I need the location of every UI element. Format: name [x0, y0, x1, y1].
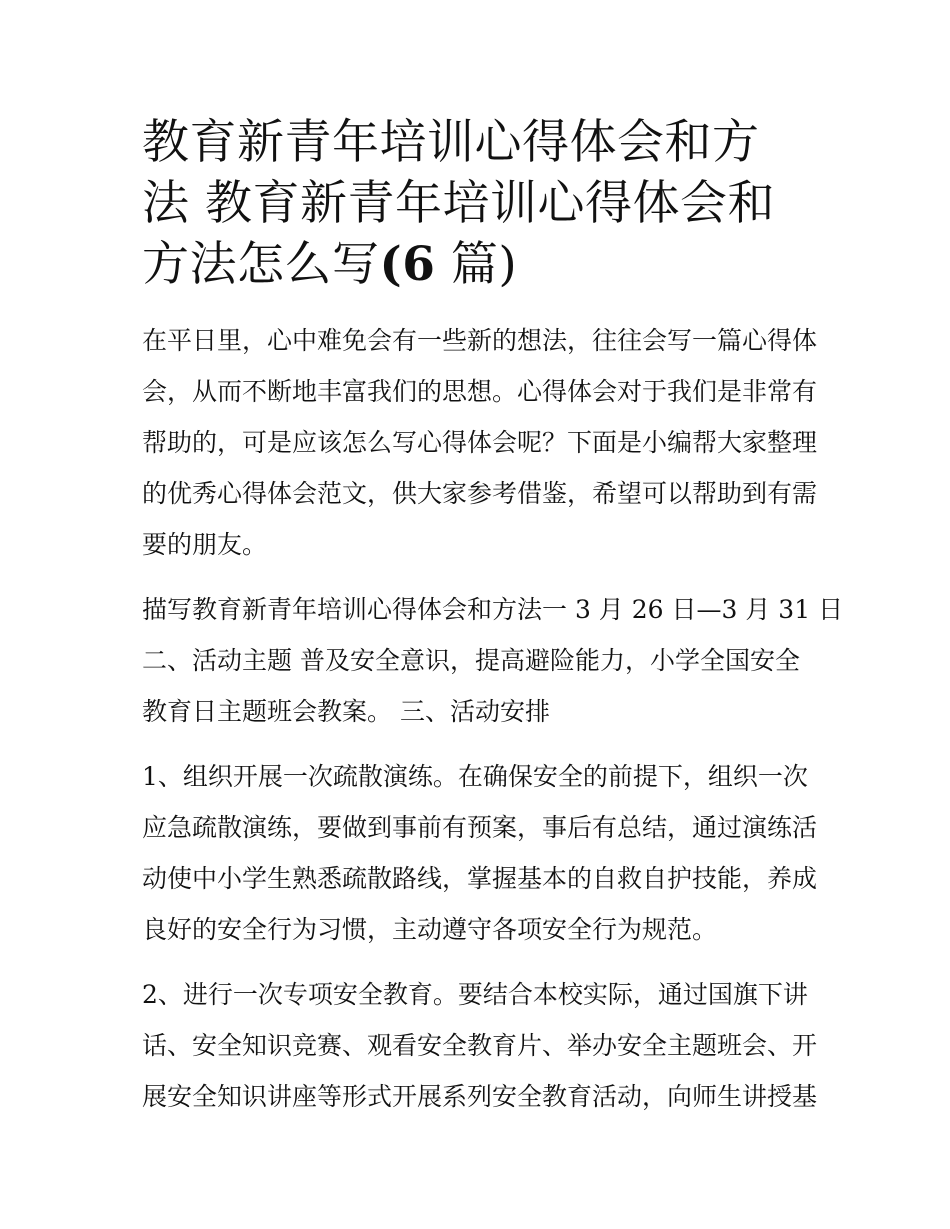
item-1-line: 良好的安全行为习惯，主动遵守各项安全行为规范。 — [142, 915, 718, 945]
intro-paragraph — [142, 315, 822, 570]
intro-line: 的优秀心得体会范文，供大家参考借鉴，希望可以帮助到有需 — [142, 479, 818, 509]
intro-line: 要的朋友。 — [142, 530, 268, 560]
item-1-paragraph — [142, 751, 822, 955]
item-1-line: 动使中小学生熟悉疏散路线，掌握基本的自救自护技能，养成 — [142, 864, 818, 894]
title-line-3 — [142, 234, 822, 295]
item-2-line: 2、进行一次专项安全教育。要结合本校实际，通过国旗下讲 — [142, 980, 808, 1010]
document-page — [142, 112, 844, 1122]
item-2-line: 展安全知识讲座等形式开展系列安全教育活动，向师生讲授基 — [142, 1082, 818, 1112]
title-line-3-text: 方法怎么写 — [142, 237, 380, 293]
section-1-paragraph — [142, 584, 844, 737]
intro-line: 会，从而不断地丰富我们的思想。心得体会对于我们是非常有 — [142, 377, 818, 407]
title-article-count: (6 — [379, 237, 436, 293]
item-2-line: 话、安全知识竞赛、观看安全教育片、举办安全主题班会、开 — [142, 1031, 818, 1061]
title-line-2: 法 教育新青年培训心得体会和 — [142, 176, 775, 232]
item-1-line: 1、组织开展一次疏散演练。在确保安全的前提下，组织一次 — [142, 762, 808, 792]
item-2-paragraph — [142, 969, 822, 1122]
document-title — [142, 112, 822, 295]
title-line-3-end: 篇) — [450, 237, 518, 293]
intro-line: 帮助的，可是应该怎么写心得体会呢？下面是小编帮大家整理 — [142, 428, 818, 458]
section-1-line: 描写教育新青年培训心得体会和方法一 3 月 26 日—3 月 31 日 — [142, 595, 844, 625]
title-line-1: 教育新青年培训心得体会和方 — [142, 115, 760, 170]
intro-line: 在平日里，心中难免会有一些新的想法，往往会写一篇心得体 — [142, 326, 818, 356]
section-1-line: 教育日主题班会教案。 三、活动安排 — [142, 697, 550, 727]
item-1-line: 应急疏散演练，要做到事前有预案，事后有总结，通过演练活 — [142, 813, 818, 843]
section-1-line: 二、活动主题 普及安全意识，提高避险能力，小学全国安全 — [142, 646, 800, 676]
